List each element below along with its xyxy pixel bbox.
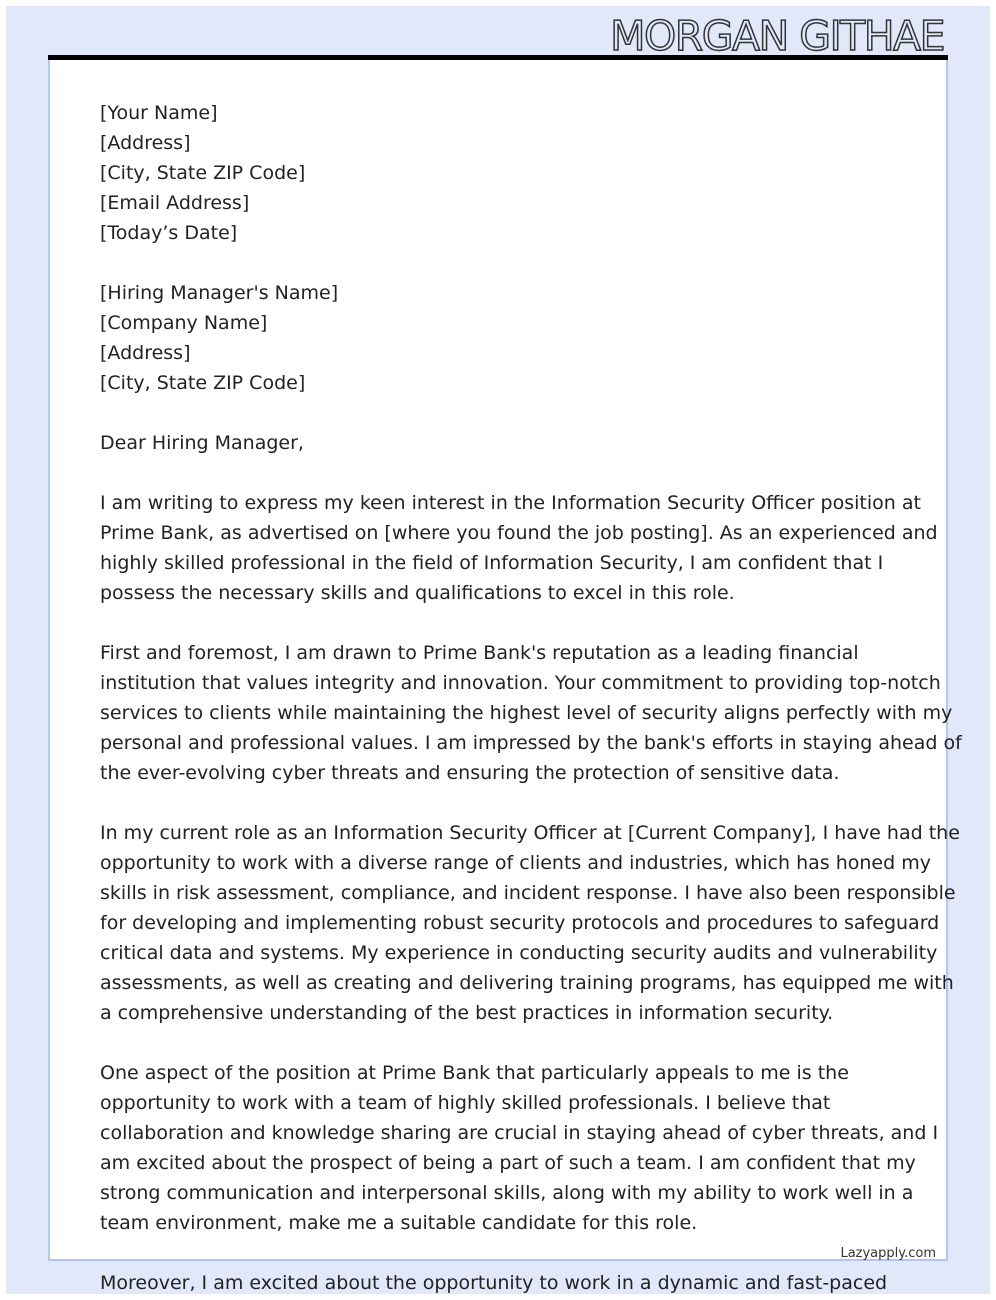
cover-letter (100, 98, 962, 1298)
paragraph-line: services to clients while maintaining the highest level of security aligns perfectly with my (100, 702, 953, 724)
paragraph-line: collaboration and knowledge sharing are crucial in staying ahead of cyber threats, and I (100, 1122, 939, 1144)
paragraph-line: assessments, as well as creating and delivering training programs, has equipped me with (100, 972, 954, 994)
paragraph-line: strong communication and interpersonal skills, along with my ability to work well in a (100, 1182, 914, 1204)
sender-city: [City, State ZIP Code] (100, 162, 306, 184)
paragraph-line: institution that values integrity and innovation. Your commitment to providing top-notch (100, 672, 941, 694)
sender-date: [Today’s Date] (100, 222, 238, 244)
paragraph-line: opportunity to work with a diverse range of clients and industries, which has honed my (100, 852, 931, 874)
paragraph-line: Moreover, I am excited about the opportunity to work in a dynamic and fast-paced (100, 1272, 888, 1294)
recipient-name: [Hiring Manager's Name] (100, 282, 339, 304)
paragraph-line: the ever-evolving cyber threats and ensuring the protection of sensitive data. (100, 762, 840, 784)
header-name: MORGAN GITHAE (610, 12, 944, 60)
sender-name: [Your Name] (100, 102, 218, 124)
paragraph-line: highly skilled professional in the field of Information Security, I am confident that I (100, 552, 884, 574)
paragraph-line: a comprehensive understanding of the best practices in information security. (100, 1002, 834, 1024)
watermark: Lazyapply.com (840, 1246, 936, 1261)
paragraph-1 (100, 488, 938, 608)
recipient-address: [Address] (100, 342, 191, 364)
paragraph-line: Prime Bank, as advertised on [where you found the job posting]. As an experienced and (100, 522, 938, 544)
paragraph-line: possess the necessary skills and qualifications to excel in this role. (100, 582, 735, 604)
paragraph-line: am excited about the prospect of being a part of such a team. I am confident that my (100, 1152, 916, 1174)
salutation: Dear Hiring Manager, (100, 432, 304, 454)
paragraph-line: for developing and implementing robust security protocols and procedures to safeguard (100, 912, 940, 934)
paragraph-line: personal and professional values. I am impressed by the bank's efforts in staying ahead of (100, 732, 962, 754)
paragraph-line: team environment, make me a suitable candidate for this role. (100, 1212, 698, 1234)
paragraph-3 (100, 818, 960, 1028)
paragraph-line: In my current role as an Information Security Officer at [Current Company], I have had the (100, 822, 960, 844)
paragraph-line: First and foremost, I am drawn to Prime Bank's reputation as a leading financial (100, 642, 859, 664)
paragraph-line: skills in risk assessment, compliance, and incident response. I have also been responsible (100, 882, 956, 904)
sender-email: [Email Address] (100, 192, 250, 214)
paragraph-line: I am writing to express my keen interest in the Information Security Officer position at (100, 492, 921, 514)
sender-block (100, 98, 900, 248)
paragraph-line: opportunity to work with a team of highly skilled professionals. I believe that (100, 1092, 831, 1114)
recipient-city: [City, State ZIP Code] (100, 372, 306, 394)
paragraph-5 (100, 1268, 900, 1298)
paragraph-4 (100, 1058, 939, 1238)
sender-address: [Address] (100, 132, 191, 154)
recipient-block (100, 278, 900, 398)
paragraph-line: One aspect of the position at Prime Bank that particularly appeals to me is the (100, 1062, 849, 1084)
recipient-company: [Company Name] (100, 312, 268, 334)
paragraph-2 (100, 638, 962, 788)
paragraph-line: critical data and systems. My experience in conducting security audits and vulnerability (100, 942, 938, 964)
